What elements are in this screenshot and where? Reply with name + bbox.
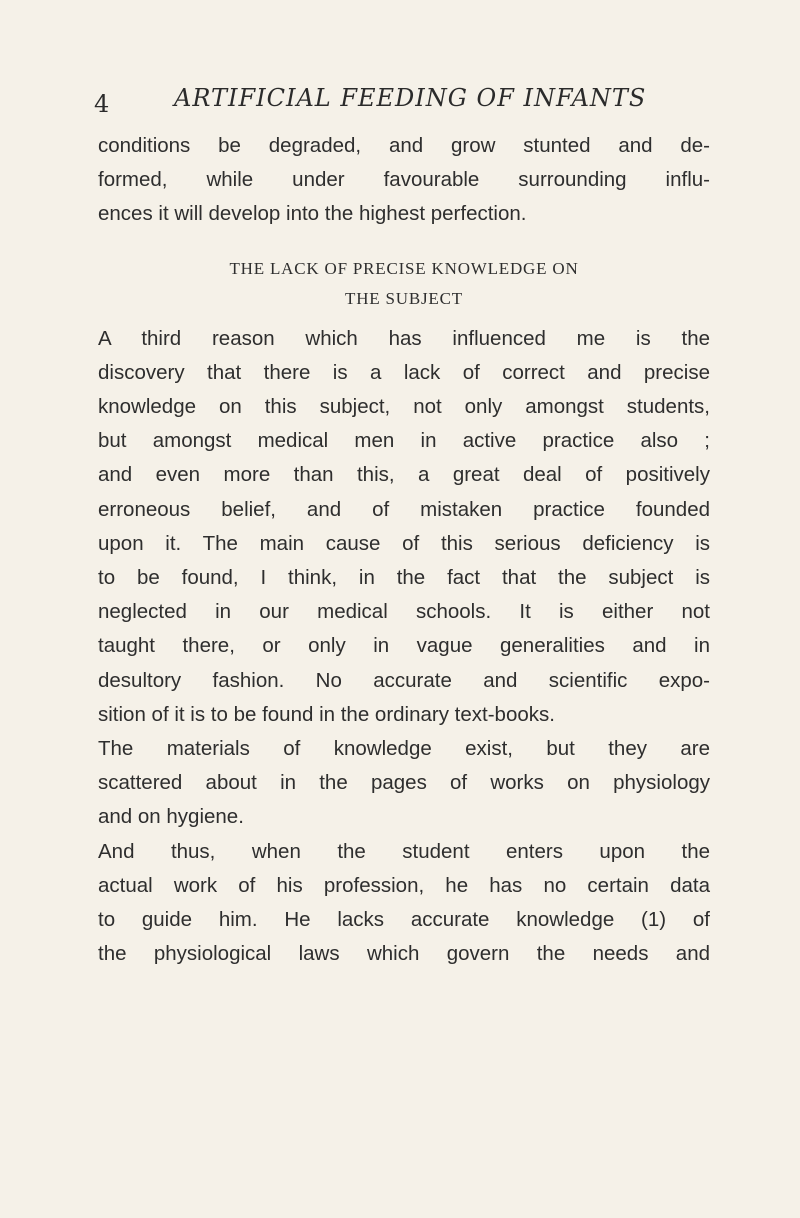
body-text xyxy=(98,129,710,971)
text-line: A third reason which has influenced me is the xyxy=(98,326,710,350)
text-line: actual work of his profession, he has no certain data xyxy=(98,873,710,897)
text-line: neglected in our medical schools. It is either not xyxy=(98,600,710,624)
text-line: and on hygiene. xyxy=(98,805,244,829)
paragraph-3 xyxy=(98,835,710,972)
running-title: ARTIFICIAL FEEDING OF INFANTS xyxy=(174,84,647,112)
text-line: scattered about in the pages of works on physiology xyxy=(98,771,710,795)
text-line: sition of it is to be found in the ordinary text-books. xyxy=(98,702,555,726)
text-line: to guide him. He lacks accurate knowledge (1) of xyxy=(98,908,710,932)
page-number: 4 xyxy=(94,90,110,118)
text-line: upon it. The main cause of this serious deficiency is xyxy=(98,531,710,555)
text-line: desultory fashion. No accurate and scientific expo- xyxy=(98,668,710,692)
text-line: knowledge on this subject, not only amongst students, xyxy=(98,395,710,419)
text-line: The materials of knowledge exist, but they are xyxy=(98,737,710,761)
text-line: conditions be degraded, and grow stunted and de- xyxy=(98,134,710,157)
text-line: ences it will develop into the highest perfection. xyxy=(98,202,527,226)
text-line: erroneous belief, and of mistaken practice founded xyxy=(98,497,710,521)
text-line: and even more than this, a great deal of positively xyxy=(98,463,710,487)
paragraph-2 xyxy=(98,732,710,835)
opening-text xyxy=(98,129,710,232)
text-line: the physiological laws which govern the needs and xyxy=(98,942,710,966)
section-heading-line: THE LACK OF PRECISE KNOWLEDGE ON xyxy=(229,258,579,278)
text-line: And thus, when the student enters upon the xyxy=(98,839,710,863)
text-line: but amongst medical men in active practice also ; xyxy=(98,429,710,453)
page-header xyxy=(94,84,706,120)
text-line: to be found, I think, in the fact that the subject is xyxy=(98,566,710,590)
text-line: formed, while under favourable surrounding influ- xyxy=(98,168,710,192)
paragraph-1 xyxy=(98,322,710,732)
text-line: discovery that there is a lack of correct and precise xyxy=(98,360,710,384)
text-line: taught there, or only in vague generalities and in xyxy=(98,634,710,658)
section-heading xyxy=(98,254,710,314)
section-heading-line: THE SUBJECT xyxy=(345,288,463,308)
